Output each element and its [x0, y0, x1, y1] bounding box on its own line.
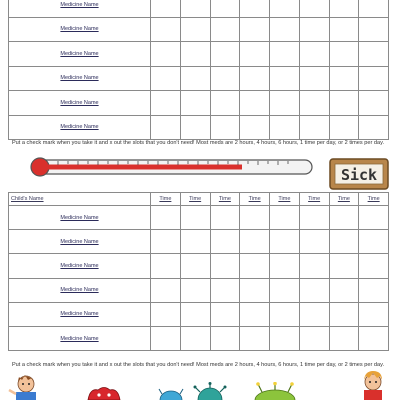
time-slot-cell	[359, 230, 389, 254]
time-header: Time	[180, 193, 210, 206]
time-slot-cell	[270, 66, 300, 91]
cartoon-kid-left-icon	[8, 372, 44, 400]
time-slot-cell	[240, 42, 270, 67]
time-slot-cell	[359, 254, 389, 278]
time-slot-cell	[299, 206, 329, 230]
time-slot-cell	[270, 17, 300, 42]
time-slot-cell	[151, 91, 181, 116]
medicine-name-label: Medicine Name	[9, 66, 151, 91]
time-slot-cell	[240, 230, 270, 254]
time-slot-cell	[151, 66, 181, 91]
time-slot-cell	[210, 230, 240, 254]
time-slot-cell	[270, 254, 300, 278]
table-row	[9, 42, 389, 67]
time-slot-cell	[151, 206, 181, 230]
table-row	[9, 254, 389, 278]
time-header: Time	[151, 193, 181, 206]
time-slot-cell	[329, 66, 359, 91]
instruction-text: Put a check mark when you take it and x out the slots that you don't need! Most meds are 2 hours, 4 hours, 6 hours, 1 time per day, or 2 times per day.	[11, 140, 385, 146]
time-slot-cell	[180, 91, 210, 116]
medicine-name-label: Medicine Name	[9, 206, 151, 230]
medicine-name-label: Medicine Name	[9, 91, 151, 116]
time-slot-cell	[151, 302, 181, 326]
table-row	[9, 91, 389, 116]
time-slot-cell	[329, 326, 359, 350]
top-medicine-chart	[8, 0, 389, 140]
time-slot-cell	[299, 326, 329, 350]
time-slot-cell	[180, 254, 210, 278]
time-header: Time	[329, 193, 359, 206]
time-header: Time	[359, 193, 389, 206]
time-slot-cell	[210, 302, 240, 326]
time-slot-cell	[210, 66, 240, 91]
table-row	[9, 17, 389, 42]
time-slot-cell	[359, 91, 389, 116]
time-slot-cell	[210, 0, 240, 17]
medicine-name-label: Medicine Name	[9, 0, 151, 17]
time-slot-cell	[329, 91, 359, 116]
medicine-name-label: Medicine Name	[9, 115, 151, 140]
medicine-name-label: Medicine Name	[9, 17, 151, 42]
medicine-name-label: Medicine Name	[9, 254, 151, 278]
time-slot-cell	[210, 254, 240, 278]
time-slot-cell	[180, 206, 210, 230]
time-slot-cell	[210, 278, 240, 302]
table-row	[9, 66, 389, 91]
childs-name-header: Child's Name	[9, 193, 151, 206]
time-slot-cell	[299, 0, 329, 17]
time-slot-cell	[180, 66, 210, 91]
table-row	[9, 326, 389, 350]
time-slot-cell	[329, 254, 359, 278]
time-slot-cell	[240, 66, 270, 91]
time-slot-cell	[329, 42, 359, 67]
time-slot-cell	[270, 326, 300, 350]
time-slot-cell	[180, 278, 210, 302]
time-slot-cell	[180, 17, 210, 42]
time-header: Time	[240, 193, 270, 206]
time-slot-cell	[210, 115, 240, 140]
time-slot-cell	[329, 115, 359, 140]
time-slot-cell	[270, 302, 300, 326]
time-slot-cell	[359, 326, 389, 350]
time-slot-cell	[329, 278, 359, 302]
time-slot-cell	[359, 66, 389, 91]
time-slot-cell	[359, 17, 389, 42]
time-slot-cell	[270, 278, 300, 302]
time-slot-cell	[299, 278, 329, 302]
time-slot-cell	[299, 230, 329, 254]
blue-germ-icon	[158, 388, 184, 400]
time-slot-cell	[299, 42, 329, 67]
time-header: Time	[270, 193, 300, 206]
time-slot-cell	[240, 302, 270, 326]
time-slot-cell	[180, 302, 210, 326]
time-slot-cell	[180, 0, 210, 17]
medicine-name-label: Medicine Name	[9, 302, 151, 326]
time-slot-cell	[299, 17, 329, 42]
time-slot-cell	[210, 91, 240, 116]
time-slot-cell	[151, 0, 181, 17]
table-row	[9, 115, 389, 140]
time-slot-cell	[240, 278, 270, 302]
time-slot-cell	[210, 17, 240, 42]
time-slot-cell	[359, 115, 389, 140]
time-header: Time	[210, 193, 240, 206]
time-slot-cell	[329, 302, 359, 326]
time-slot-cell	[270, 115, 300, 140]
time-slot-cell	[329, 17, 359, 42]
teal-virus-icon	[190, 382, 230, 400]
table-row	[9, 302, 389, 326]
time-slot-cell	[210, 326, 240, 350]
time-slot-cell	[151, 230, 181, 254]
table-row	[9, 0, 389, 17]
time-slot-cell	[299, 115, 329, 140]
time-slot-cell	[270, 230, 300, 254]
cartoon-kid-right-icon	[355, 368, 391, 400]
time-slot-cell	[180, 230, 210, 254]
time-header: Time	[299, 193, 329, 206]
time-slot-cell	[240, 206, 270, 230]
time-slot-cell	[359, 0, 389, 17]
time-slot-cell	[329, 230, 359, 254]
time-slot-cell	[270, 0, 300, 17]
time-slot-cell	[299, 91, 329, 116]
bottom-medicine-chart	[8, 192, 389, 351]
time-slot-cell	[299, 302, 329, 326]
time-slot-cell	[240, 17, 270, 42]
medicine-name-label: Medicine Name	[9, 326, 151, 350]
medicine-name-label: Medicine Name	[9, 42, 151, 67]
time-slot-cell	[151, 42, 181, 67]
time-slot-cell	[180, 115, 210, 140]
time-slot-cell	[270, 42, 300, 67]
table-row	[9, 206, 389, 230]
time-slot-cell	[270, 91, 300, 116]
time-slot-cell	[329, 0, 359, 17]
time-slot-cell	[151, 254, 181, 278]
time-slot-cell	[359, 278, 389, 302]
table-row	[9, 278, 389, 302]
time-slot-cell	[240, 254, 270, 278]
time-slot-cell	[329, 206, 359, 230]
time-slot-cell	[299, 66, 329, 91]
time-slot-cell	[359, 206, 389, 230]
table-row	[9, 230, 389, 254]
thermometer-icon	[28, 155, 320, 179]
time-slot-cell	[151, 326, 181, 350]
time-slot-cell	[180, 326, 210, 350]
time-slot-cell	[240, 326, 270, 350]
time-slot-cell	[210, 206, 240, 230]
time-slot-cell	[151, 17, 181, 42]
time-slot-cell	[151, 278, 181, 302]
time-slot-cell	[270, 206, 300, 230]
sign-label: Sick	[340, 166, 378, 184]
time-slot-cell	[180, 42, 210, 67]
time-slot-cell	[210, 42, 240, 67]
wood-sign-icon	[329, 157, 389, 191]
time-slot-cell	[240, 0, 270, 17]
sick-sign	[329, 157, 389, 196]
time-slot-cell	[299, 254, 329, 278]
time-slot-cell	[359, 302, 389, 326]
medicine-name-label: Medicine Name	[9, 278, 151, 302]
time-slot-cell	[151, 115, 181, 140]
instruction-text: Put a check mark when you take it and x out the slots that you don't need! Most meds are 2 hours, 4 hours, 6 hours, 1 time per day, or 2 times per day.	[11, 362, 385, 368]
time-slot-cell	[240, 115, 270, 140]
medicine-name-label: Medicine Name	[9, 230, 151, 254]
time-slot-cell	[240, 91, 270, 116]
time-slot-cell	[359, 42, 389, 67]
green-germ-icon	[250, 382, 300, 400]
header-row	[9, 193, 389, 206]
red-germ-icon	[84, 386, 124, 400]
